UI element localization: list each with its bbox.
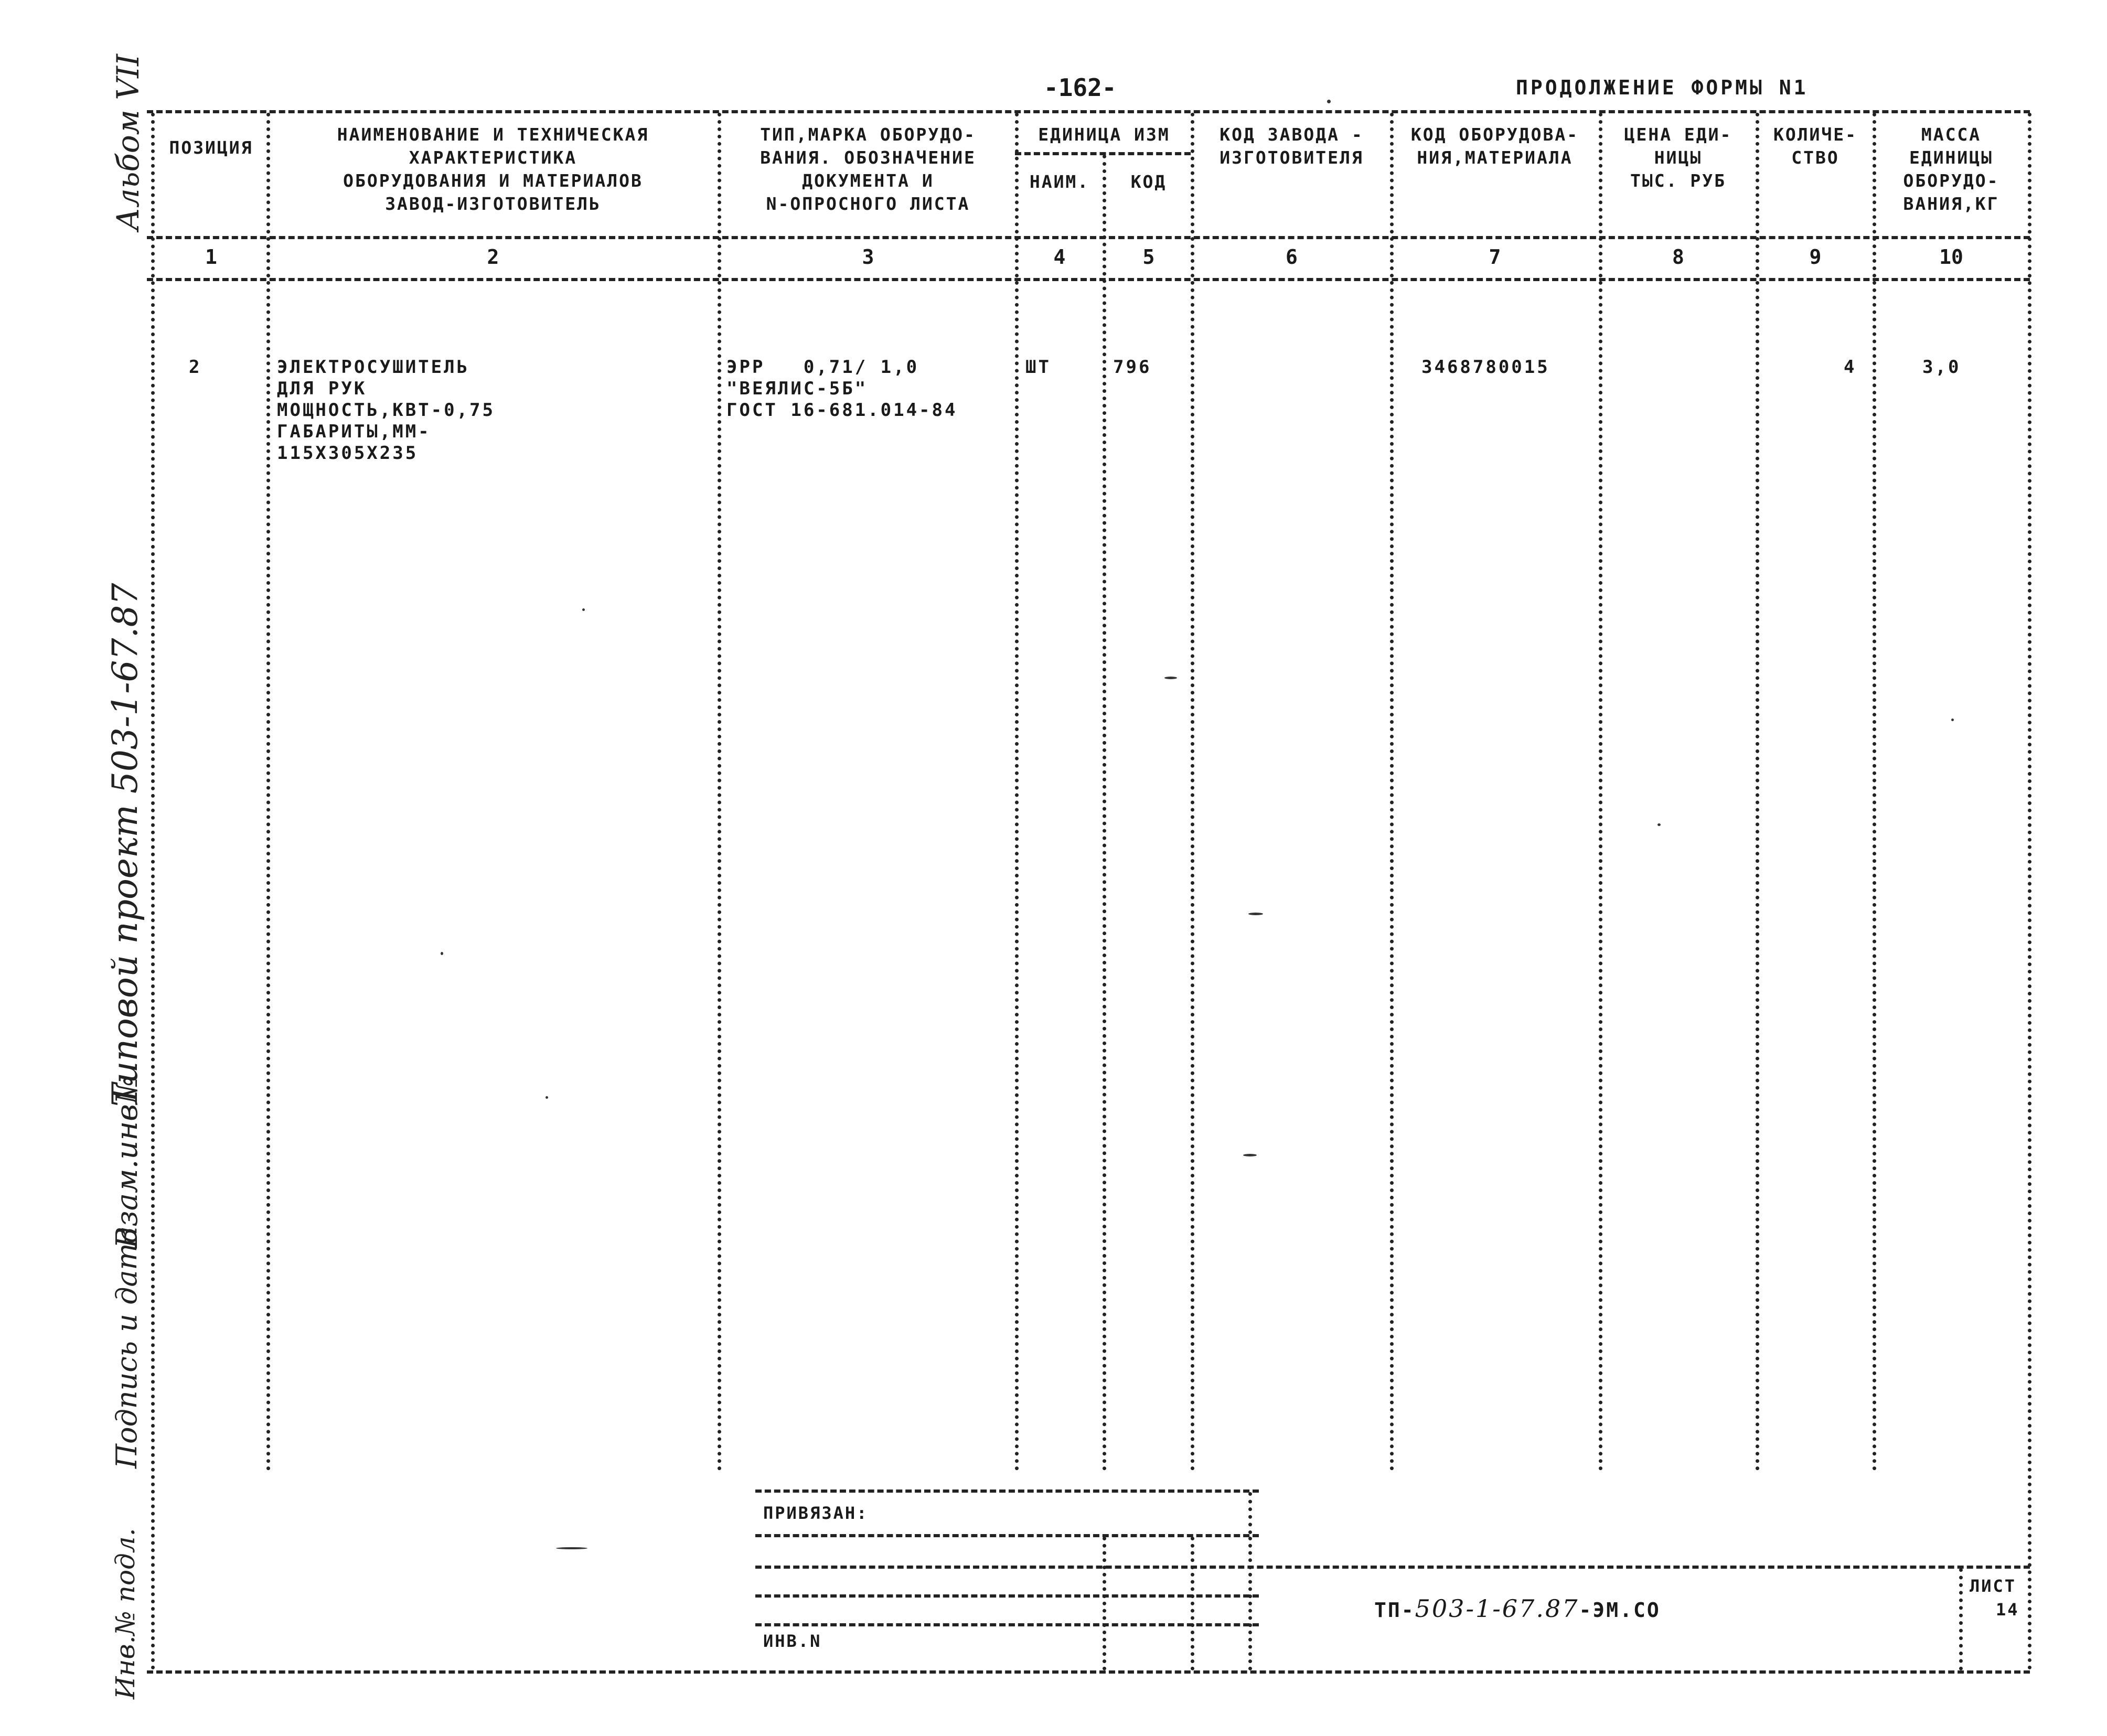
colnum-9: 9	[1809, 245, 1822, 269]
margin-replace-inv: Взам.инв№	[110, 1076, 144, 1248]
margin-signature-date: Подпись и дата	[110, 1226, 143, 1469]
scan-speck	[546, 1096, 548, 1099]
header-equipment-code: КОД ОБОРУДОВА- НИЯ,МАТЕРИАЛА	[1410, 124, 1579, 168]
header-bottom-rule	[147, 236, 2030, 239]
scan-speck	[1951, 719, 1954, 721]
stamp-rule-4	[755, 1623, 1259, 1626]
colnum-10: 10	[1939, 245, 1963, 269]
stamp-rule-3	[755, 1594, 1259, 1598]
row-name: ЭЛЕКТРОСУШИТЕЛЬ ДЛЯ РУК МОЩНОСТЬ,КВТ-0,75 ГАБАРИТЫ,ММ- 115Х305Х235	[277, 357, 495, 464]
row-type: ЭРР 0,71/ 1,0 "ВЕЯЛИС-5Б" ГОСТ 16-681.014-84	[726, 357, 958, 421]
row-unit-code: 796	[1113, 357, 1152, 378]
stamp-top-rule	[755, 1489, 1259, 1493]
scan-speck	[1657, 823, 1661, 826]
scan-speck	[582, 608, 585, 611]
col-sep-7	[1599, 113, 1602, 1471]
scan-speck	[441, 952, 443, 955]
col-sep-6	[1390, 113, 1394, 1471]
document-code-prefix: ТП-	[1374, 1599, 1415, 1622]
row-equipment-code: 3468780015	[1421, 357, 1550, 378]
document-code-handwritten: 503-1-67.87	[1415, 1594, 1579, 1623]
stamp-rule-2	[755, 1534, 1259, 1537]
stamp-inv-label: ИНВ.N	[763, 1631, 822, 1651]
colnum-2: 2	[487, 245, 499, 269]
row-mass: 3,0	[1922, 357, 1961, 378]
header-type: ТИП,МАРКА ОБОРУДО- ВАНИЯ. ОБОЗНАЧЕНИЕ ДОКУМЕНТА И N-ОПРОСНОГО ЛИСТА	[760, 124, 976, 214]
scan-speck	[1243, 1154, 1257, 1156]
table-top-rule	[147, 110, 2030, 113]
stamp-sep-a	[1248, 1492, 1252, 1534]
stamp-sep-c	[1191, 1537, 1194, 1670]
header-factory-code: КОД ЗАВОДА - ИЗГОТОВИТЕЛЯ	[1220, 124, 1364, 168]
margin-inv-orig: Инв.№ подл.	[110, 1528, 141, 1699]
colnum-5: 5	[1142, 245, 1155, 269]
title-block-rule	[755, 1566, 2030, 1569]
scan-speck	[1248, 913, 1263, 915]
margin-album: Альбом VII	[110, 54, 146, 231]
col-sep-2	[718, 113, 721, 1471]
sheet-label: ЛИСТ	[1970, 1576, 2017, 1596]
colnum-1: 1	[205, 245, 217, 269]
header-unit: ЕДИНИЦА ИЗМ	[1038, 124, 1170, 145]
row-position: 2	[189, 357, 202, 378]
col-sep-10	[2028, 113, 2031, 1670]
scan-speck	[556, 1547, 587, 1549]
margin-project: Типовой проект 503-1-67.87	[105, 583, 145, 1107]
page-number: -162-	[1044, 73, 1117, 102]
col-sep-0	[151, 113, 155, 1670]
col-sep-3	[1015, 113, 1019, 1471]
col-sep-8	[1756, 113, 1759, 1471]
colnum-7: 7	[1489, 245, 1501, 269]
col-sep-9	[1873, 113, 1876, 1471]
sheet-sep	[1959, 1568, 1963, 1670]
continuation-title: ПРОДОЛЖЕНИЕ ФОРМЫ N1	[1516, 76, 1809, 99]
colnum-8: 8	[1672, 245, 1684, 269]
sheet-number: 14	[1996, 1600, 2019, 1620]
column-number-rule	[147, 278, 2030, 281]
header-name: НАИМЕНОВАНИЕ И ТЕХНИЧЕСКАЯ ХАРАКТЕРИСТИКА ОБОРУДОВАНИЯ И МАТЕРИАЛОВ ЗАВОД-ИЗГОТОВИТЕЛЬ	[337, 124, 649, 214]
header-unit-code: КОД	[1130, 172, 1167, 192]
colnum-3: 3	[862, 245, 874, 269]
colnum-4: 4	[1053, 245, 1066, 269]
table-bottom-rule	[147, 1670, 2030, 1674]
header-position: ПОЗИЦИЯ	[169, 137, 253, 158]
col-sep-4	[1103, 155, 1106, 1471]
header-quantity: КОЛИЧЕ- СТВО	[1773, 124, 1858, 168]
col-sep-5	[1191, 113, 1194, 1471]
row-unit-name: ШТ	[1025, 357, 1051, 378]
stamp-bound-label: ПРИВЯЗАН:	[763, 1503, 869, 1523]
stamp-sep-d	[1248, 1537, 1252, 1670]
stamp-sep-b	[1103, 1537, 1106, 1670]
scan-speck	[1327, 100, 1331, 103]
col-sep-1	[266, 113, 270, 1471]
document-code	[1374, 1594, 1661, 1623]
colnum-6: 6	[1286, 245, 1298, 269]
document-code-suffix: -ЭМ.СО	[1579, 1599, 1661, 1622]
scan-speck	[1164, 677, 1177, 679]
header-price: ЦЕНА ЕДИ- НИЦЫ ТЫС. РУБ	[1624, 124, 1732, 191]
header-mass: МАССА ЕДИНИЦЫ ОБОРУДО- ВАНИЯ,КГ	[1903, 124, 1999, 214]
row-quantity: 4	[1844, 357, 1857, 378]
header-unit-name: НАИМ.	[1029, 172, 1090, 192]
